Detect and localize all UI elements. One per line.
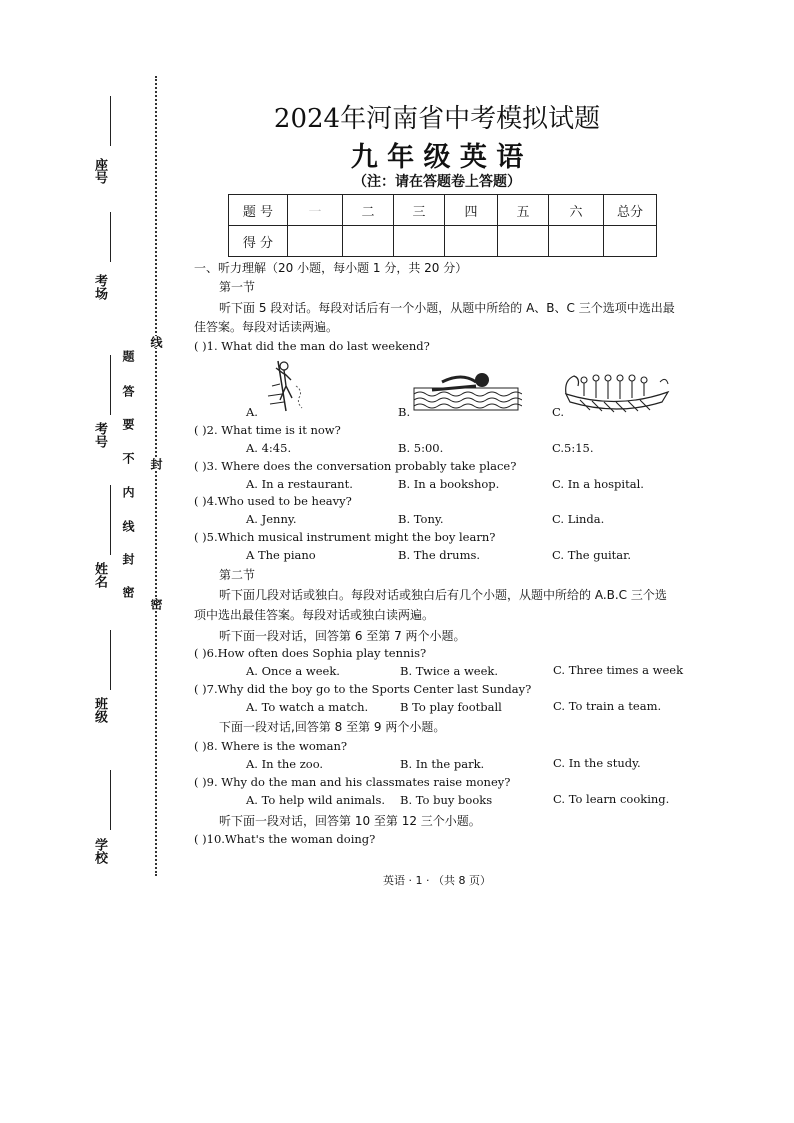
score-table-col: 二 [343,195,394,226]
instruction-text: 听下面 5 段对话。每段对话后有一个小题，从题中所给的 A、B、C 三个选项中选出最 [219,301,675,315]
warning-char: 答 [121,385,135,397]
warning-char: 题 [121,350,135,362]
score-cell [604,226,657,257]
option-b: B. [398,405,411,419]
score-cell [498,226,549,257]
score-cell [394,226,445,257]
option-b: B To play football [400,700,502,714]
score-cell [343,226,394,257]
question-stem: ( )2. What time is it now? [194,423,341,437]
option-a: A. Once a week. [246,664,340,678]
option-b: B. In the park. [400,757,485,771]
option-c: C. To learn cooking. [553,792,670,806]
warning-char: 密 [121,586,135,598]
section-heading: 一、听力理解（20 小题，每小题 1 分，共 20 分） [194,261,468,275]
part-label: 第一节 [219,280,256,294]
dragon-boat-picture [562,364,672,414]
instruction-text: 项中选出最佳答案。每段对话或独白读两遍。 [194,608,435,622]
question-stem: ( )5.Which musical instrument might the boy learn? [194,530,496,544]
option-c: C. In the study. [553,756,641,770]
seal-word-seal: 封 [149,458,163,470]
option-c: C.5:15. [552,441,594,455]
exam-room-label: 考场 [92,274,107,300]
option-c: C. Three times a week [553,663,684,677]
exam-note: （注：请在答题卷上答题） [353,174,521,190]
score-table-header: 题 号 [229,195,288,226]
name-label: 姓名 [92,562,107,588]
sub-instruction: 下面一段对话,回答第 8 至第 9 两个小题。 [219,720,446,734]
option-b: B. Tony. [398,512,444,526]
option-a: A. Jenny. [246,512,297,526]
question-stem: ( )9. Why do the man and his classmates raise money? [194,775,511,789]
school-label: 学校 [92,838,107,864]
option-c: C. The guitar. [552,548,632,562]
option-c: C. To train a team. [553,699,662,713]
exam-title: 2024年河南省中考模拟试题 [273,104,601,134]
option-c: C. Linda. [552,512,605,526]
question-stem: ( )7.Why did the boy go to the Sports Center last Sunday? [194,682,532,696]
option-b: B. In a bookshop. [398,477,500,491]
option-a: A. 4:45. [246,441,292,455]
warning-char: 不 [121,452,135,464]
score-table [228,194,657,257]
question-stem: ( )6.How often does Sophia play tennis? [194,646,427,660]
seal-word-line: 线 [149,336,163,348]
warning-char: 内 [121,486,135,498]
class-label: 班级 [92,697,107,723]
question-stem: ( )8. Where is the woman? [194,739,348,753]
option-a: A. To help wild animals. [246,793,386,807]
option-a: A. To watch a match. [246,700,369,714]
climbing-picture [258,356,318,416]
score-cell [445,226,498,257]
sub-instruction: 听下面一段对话，回答第 10 至第 12 三个小题。 [219,814,481,828]
option-c: C. [552,405,565,419]
instruction-text: 听下面几段对话或独白。每段对话或独白后有几个小题，从题中所给的 A.B.C 三个选 [219,588,667,602]
score-cell [549,226,604,257]
seat-number-label: 座号 [92,158,107,184]
option-a: A. In a restaurant. [246,477,353,491]
question-stem: ( )10.What's the woman doing? [194,832,376,846]
sub-instruction: 听下面一段对话，回答第 6 至第 7 两个小题。 [219,629,466,643]
seal-word-secret: 密 [149,598,163,610]
warning-char: 要 [121,418,135,430]
part-label: 第二节 [219,568,256,582]
score-table-col: 四 [445,195,498,226]
score-table-col: 总分 [604,195,657,226]
question-stem: ( )3. Where does the conversation probably take place? [194,459,517,473]
question-stem: ( )4.Who used to be heavy? [194,494,352,508]
seal-line [155,76,157,876]
score-table-col: 三 [394,195,445,226]
score-row-label: 得 分 [229,226,288,257]
exam-number-label: 考号 [92,422,107,448]
option-b: B. The drums. [398,548,481,562]
option-b: B. Twice a week. [400,664,499,678]
option-c: C. In a hospital. [552,477,644,491]
option-a: A. [246,405,258,419]
score-cell [288,226,343,257]
swimming-picture [412,368,522,418]
option-b: B. To buy books [400,793,493,807]
score-table-col: 六 [549,195,604,226]
option-a: A. In the zoo. [246,757,324,771]
option-b: B. 5:00. [398,441,444,455]
exam-subtitle: 九 年 级 英 语 [350,142,524,173]
warning-char: 线 [121,520,135,532]
page-footer: 英语 · 1 · （共 8 页） [383,874,491,887]
score-table-col: 一 [288,195,343,226]
option-a: A The piano [246,548,316,562]
warning-char: 封 [121,553,135,565]
score-table-col: 五 [498,195,549,226]
question-stem: ( )1. What did the man do last weekend? [194,339,430,353]
instruction-text: 佳答案。每段对话读两遍。 [194,320,339,334]
